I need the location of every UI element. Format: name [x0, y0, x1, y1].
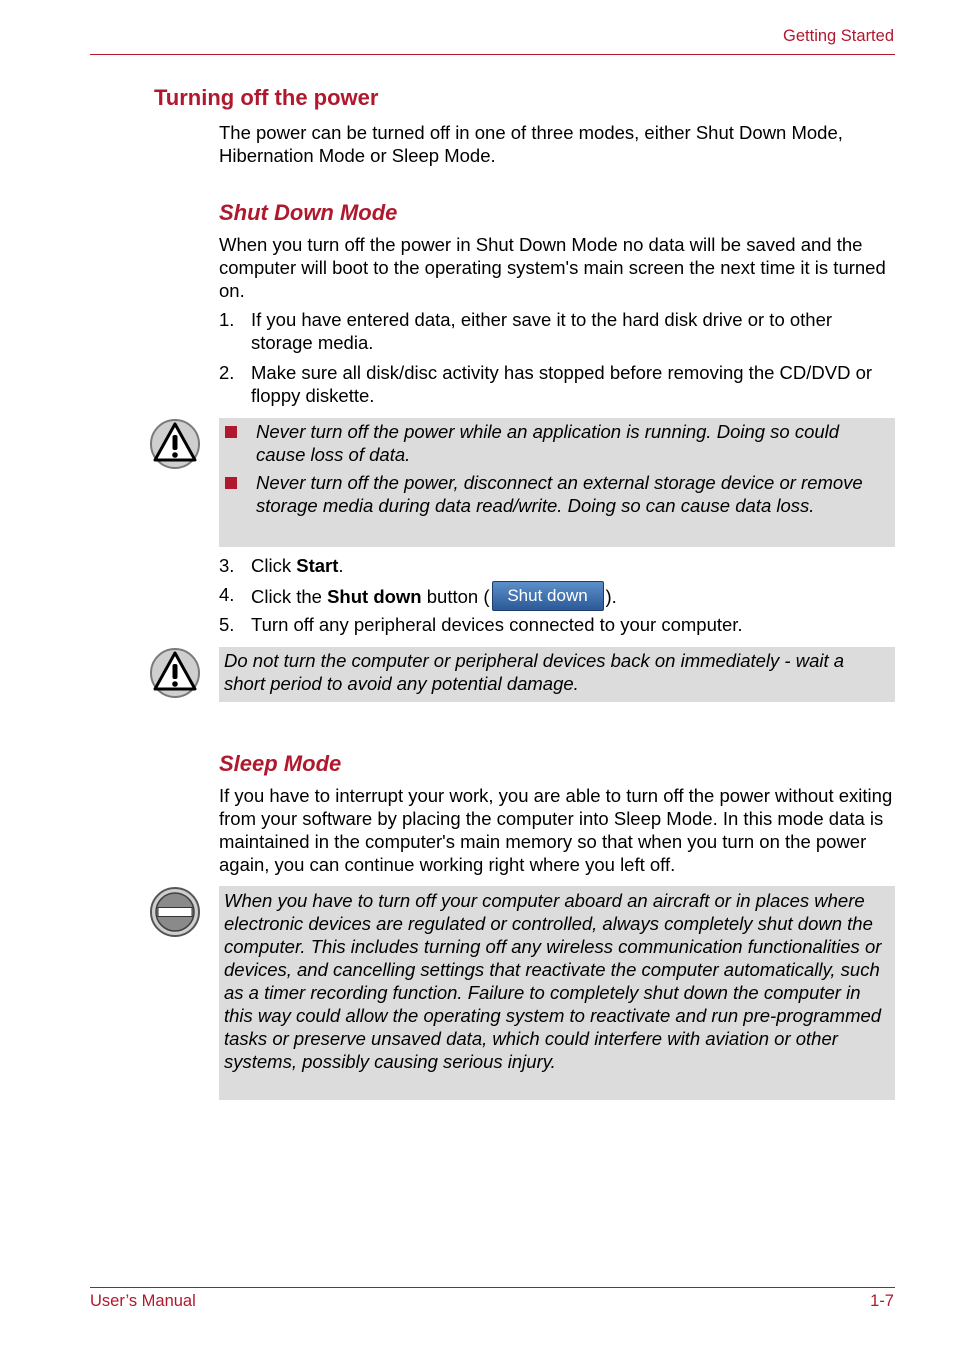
- shutdown-label: Shut down: [327, 585, 422, 607]
- step-number: 3.: [219, 555, 235, 576]
- step-text: Make sure all disk/disc activity has stopped before removing the CD/DVD or floppy diskette.: [251, 362, 873, 406]
- step-number: 2.: [219, 362, 235, 383]
- step-text: Turn off any peripheral devices connected to your computer.: [251, 614, 743, 635]
- shutdown-heading: Shut Down Mode: [219, 200, 398, 225]
- sleep-paragraph: If you have to interrupt your work, you are able to turn off the power without exiting from your software by placing the computer into Sleep Mode. In this mode data is maintained in the computer's main memory so that when you turn on the power again, you can continue working right where you left off.: [219, 785, 893, 875]
- shutdown-button[interactable]: Shut down: [492, 581, 604, 611]
- step-text: Click the Shut down button ( Shut down ).: [251, 583, 895, 613]
- prohibited-icon: [149, 886, 201, 938]
- footer-manual-title: User’s Manual: [90, 1292, 196, 1310]
- caution-note: [219, 647, 895, 702]
- step-text: Click Start.: [251, 555, 344, 576]
- caution-icon: [149, 647, 201, 699]
- step-text: If you have entered data, either save it to the hard disk drive or to other storage media.: [251, 309, 833, 353]
- warning-note: [219, 886, 895, 1100]
- step-number: 5.: [219, 614, 235, 635]
- start-label: Start: [296, 555, 339, 576]
- bullet-square: [225, 426, 237, 438]
- bullet-square: [225, 477, 237, 489]
- section-title: Turning off the power: [154, 85, 379, 110]
- intro-paragraph: The power can be turned off in one of three modes, either Shut Down Mode, Hibernation Mode or Sleep Mode.: [219, 122, 843, 166]
- caution-text: Never turn off the power while an application is running. Doing so could cause loss of data.: [256, 421, 840, 465]
- warning-text: When you have to turn off your computer aboard an aircraft or in places where electronic devices are regulated or controlled, always completely shut down the computer. This includes turning off any wireless communication functionalities or devices, and cancelling settings that reactivate the computer automatically, such as a timer recording function. Failure to completely shut down the computer in this way could allow the operating system to reactivate and run pre-programmed tasks or preserve unsaved data, which could interfere with aviation or other systems, possibly causing serious injury.: [224, 890, 882, 1072]
- header-rule: [90, 54, 895, 55]
- step-number: 1.: [219, 309, 235, 330]
- page-number: 1-7: [870, 1292, 894, 1310]
- caution-icon: [149, 418, 201, 470]
- footer-rule: [90, 1287, 895, 1288]
- shutdown-paragraph: When you turn off the power in Shut Down Mode no data will be saved and the computer will boot to the operating system's main screen the next time it is turned on.: [219, 234, 886, 301]
- running-header: Getting Started: [783, 27, 894, 45]
- caution-text: Do not turn the computer or peripheral devices back on immediately - wait a short period to avoid any potential damage.: [224, 650, 845, 694]
- step-number: 4.: [219, 584, 235, 605]
- caution-note: [219, 418, 895, 547]
- sleep-heading: Sleep Mode: [219, 751, 342, 776]
- caution-text: Never turn off the power, disconnect an external storage device or remove storage media during data read/write. Doing so can cause data loss.: [256, 472, 863, 516]
